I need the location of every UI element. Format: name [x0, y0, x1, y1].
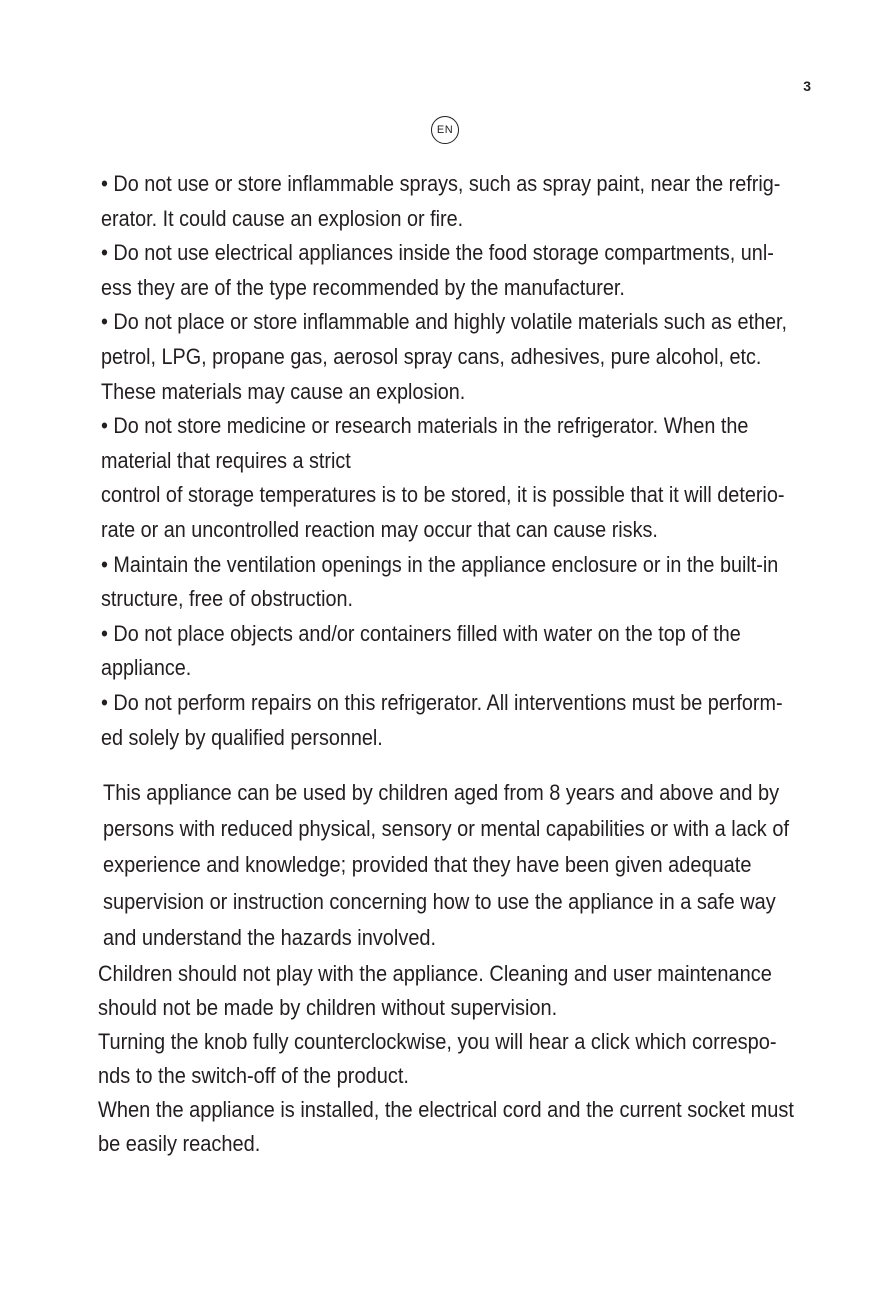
warnings-list: [101, 170, 787, 758]
warning-line: These materials may cause an explosion.: [101, 378, 466, 404]
page-number: 3: [803, 78, 811, 94]
language-badge: EN: [431, 116, 459, 144]
children-notice: [103, 779, 789, 960]
warning-line: appliance.: [101, 655, 192, 681]
notice-line: This appliance can be used by children aged from 8 years and above and by: [103, 780, 780, 805]
warning-line: structure, free of obstruction.: [101, 586, 354, 612]
warning-line: • Do not use electrical appliances inside the food storage compartments, unl-: [101, 240, 774, 266]
notice-line: and understand the hazards involved.: [103, 924, 437, 950]
note-line: nds to the switch-off of the product.: [98, 1063, 409, 1089]
warning-line: ess they are of the type recommended by the manufacturer.: [101, 274, 625, 300]
note-line: Children should not play with the appliance. Cleaning and user maintenance: [98, 961, 772, 986]
warning-line: control of storage temperatures is to be stored, it is possible that it will deterio-: [101, 482, 785, 508]
warning-line: ed solely by qualified personnel.: [101, 724, 383, 750]
warning-line: • Do not place or store inflammable and highly volatile materials such as ether,: [101, 309, 787, 335]
warning-line: • Do not place objects and/or containers filled with water on the top of the: [101, 620, 741, 646]
notice-line: experience and knowledge; provided that they have been given adequate: [103, 852, 752, 878]
note-line: Turning the knob fully counterclockwise, you will hear a click which correspo-: [98, 1029, 777, 1055]
notice-line: supervision or instruction concerning how to use the appliance in a safe way: [103, 888, 776, 914]
warning-line: rate or an uncontrolled reaction may occur that can cause risks.: [101, 516, 658, 542]
warning-line: • Do not store medicine or research materials in the refrigerator. When the: [101, 413, 749, 439]
note-line: should not be made by children without supervision.: [98, 995, 558, 1021]
note-line: be easily reached.: [98, 1131, 261, 1157]
warning-line: erator. It could cause an explosion or fire.: [101, 205, 464, 231]
notice-line: persons with reduced physical, sensory or mental capabilities or with a lack of: [103, 816, 789, 842]
warning-line: petrol, LPG, propane gas, aerosol spray cans, adhesives, pure alcohol, etc.: [101, 343, 762, 369]
final-notes: [98, 960, 794, 1165]
note-line: When the appliance is installed, the electrical cord and the current socket must: [98, 1097, 794, 1123]
warning-line: material that requires a strict: [101, 447, 351, 473]
warning-line: • Maintain the ventilation openings in the appliance enclosure or in the built-in: [101, 551, 779, 577]
warning-line: • Do not use or store inflammable sprays, such as spray paint, near the refrig-: [101, 171, 781, 196]
warning-line: • Do not perform repairs on this refrigerator. All interventions must be perform-: [101, 689, 783, 715]
